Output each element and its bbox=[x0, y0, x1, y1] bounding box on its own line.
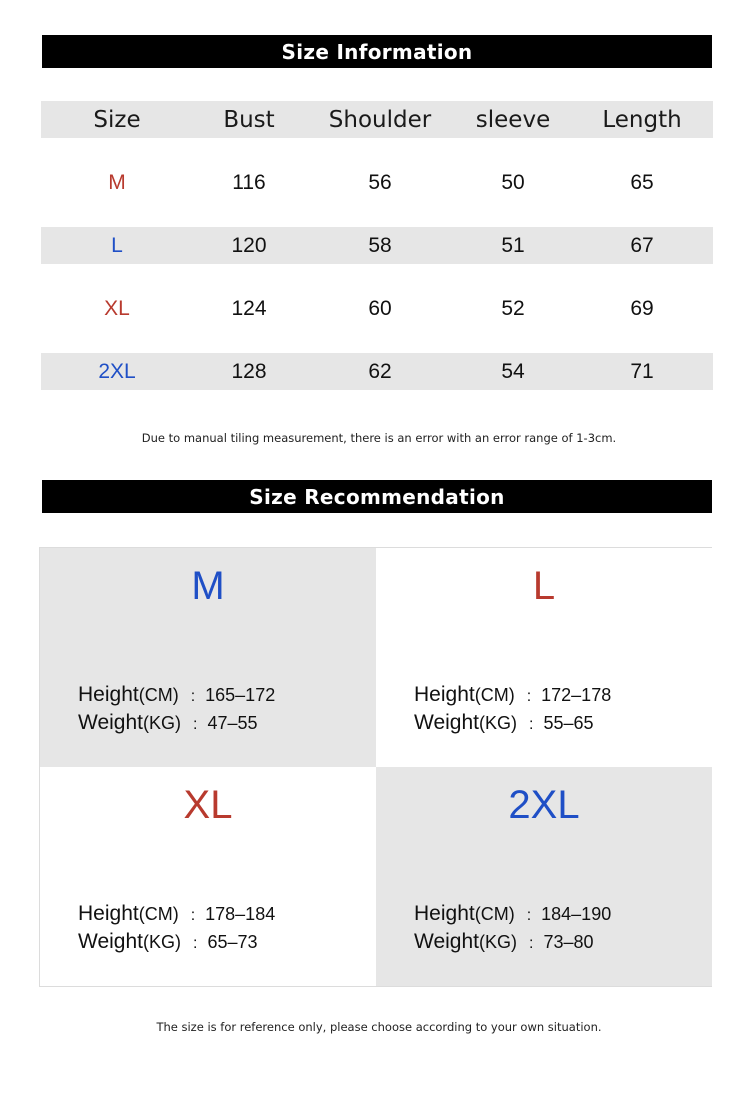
measurement-note: Due to manual tiling measurement, there is an error with an error range of 1-3cm. bbox=[141, 431, 617, 445]
weight-label: Weight bbox=[414, 930, 479, 953]
card-size-label: M bbox=[191, 564, 225, 608]
weight-spec bbox=[78, 711, 258, 735]
weight-unit: (KG) bbox=[478, 713, 517, 733]
size-recommendation-title: Size Recommendation bbox=[249, 484, 505, 509]
colon: : bbox=[192, 716, 198, 733]
weight-spec bbox=[414, 930, 594, 954]
weight-value: 65–73 bbox=[207, 932, 258, 952]
height-value: 184–190 bbox=[541, 904, 612, 924]
height-label: Height bbox=[78, 902, 139, 925]
colon: : bbox=[528, 716, 534, 733]
height-spec bbox=[414, 902, 611, 926]
row-length: 69 bbox=[630, 296, 654, 320]
height-label: Height bbox=[414, 902, 475, 925]
card-size-label: L bbox=[532, 564, 556, 608]
header-sleeve: sleeve bbox=[475, 106, 551, 133]
recommendation-card-2xl bbox=[376, 767, 712, 986]
header-shoulder: Shoulder bbox=[328, 106, 432, 133]
colon: : bbox=[526, 907, 532, 924]
row-length: 67 bbox=[630, 233, 654, 257]
row-sleeve: 52 bbox=[501, 296, 525, 320]
card-size-label: XL bbox=[183, 783, 233, 827]
height-value: 165–172 bbox=[205, 685, 276, 705]
row-bust: 128 bbox=[231, 359, 267, 383]
size-information-title: Size Information bbox=[281, 39, 473, 64]
height-unit: (CM) bbox=[138, 904, 179, 924]
reference-note: The size is for reference only, please choose according to your own situation. bbox=[156, 1020, 602, 1034]
row-bust: 120 bbox=[231, 233, 267, 257]
row-size: L bbox=[111, 233, 123, 257]
row-shoulder: 62 bbox=[368, 359, 392, 383]
row-sleeve: 54 bbox=[501, 359, 525, 383]
weight-label: Weight bbox=[414, 711, 479, 734]
colon: : bbox=[190, 688, 196, 705]
height-value: 178–184 bbox=[205, 904, 276, 924]
row-size: 2XL bbox=[98, 359, 136, 383]
weight-value: 73–80 bbox=[543, 932, 594, 952]
card-size-label: 2XL bbox=[508, 783, 580, 827]
recommendation-card-l bbox=[376, 548, 712, 767]
row-size: XL bbox=[104, 296, 130, 320]
weight-value: 55–65 bbox=[543, 713, 594, 733]
height-spec bbox=[78, 683, 275, 707]
row-shoulder: 58 bbox=[368, 233, 392, 257]
weight-unit: (KG) bbox=[142, 932, 181, 952]
size-table bbox=[41, 101, 713, 416]
colon: : bbox=[192, 935, 198, 952]
row-shoulder: 56 bbox=[368, 170, 392, 194]
weight-spec bbox=[78, 930, 258, 954]
size-information-banner bbox=[42, 35, 712, 68]
recommendation-card-m bbox=[40, 548, 376, 767]
row-length: 65 bbox=[630, 170, 654, 194]
colon: : bbox=[526, 688, 532, 705]
size-table-header bbox=[41, 101, 713, 138]
row-bust: 124 bbox=[231, 296, 267, 320]
height-unit: (CM) bbox=[474, 904, 515, 924]
height-value: 172–178 bbox=[541, 685, 612, 705]
weight-unit: (KG) bbox=[142, 713, 181, 733]
recommendation-card-xl bbox=[40, 767, 376, 986]
row-bust: 116 bbox=[232, 170, 266, 194]
weight-unit: (KG) bbox=[478, 932, 517, 952]
height-spec bbox=[414, 683, 611, 707]
weight-label: Weight bbox=[78, 711, 143, 734]
colon: : bbox=[528, 935, 534, 952]
weight-value: 47–55 bbox=[207, 713, 258, 733]
colon: : bbox=[190, 907, 196, 924]
height-unit: (CM) bbox=[138, 685, 179, 705]
table-row bbox=[41, 353, 713, 390]
row-sleeve: 51 bbox=[501, 233, 525, 257]
height-label: Height bbox=[414, 683, 475, 706]
header-size: Size bbox=[93, 106, 141, 133]
weight-spec bbox=[414, 711, 594, 735]
size-recommendation-banner bbox=[42, 480, 712, 513]
header-length: Length bbox=[602, 106, 682, 133]
row-shoulder: 60 bbox=[368, 296, 392, 320]
row-length: 71 bbox=[630, 359, 654, 383]
height-spec bbox=[78, 902, 275, 926]
height-label: Height bbox=[78, 683, 139, 706]
row-sleeve: 50 bbox=[501, 170, 525, 194]
table-row bbox=[41, 290, 713, 327]
row-size: M bbox=[108, 170, 126, 194]
table-row bbox=[41, 227, 713, 264]
weight-label: Weight bbox=[78, 930, 143, 953]
table-row bbox=[41, 164, 713, 201]
recommendation-grid bbox=[39, 547, 712, 987]
height-unit: (CM) bbox=[474, 685, 515, 705]
header-bust: Bust bbox=[223, 106, 275, 133]
